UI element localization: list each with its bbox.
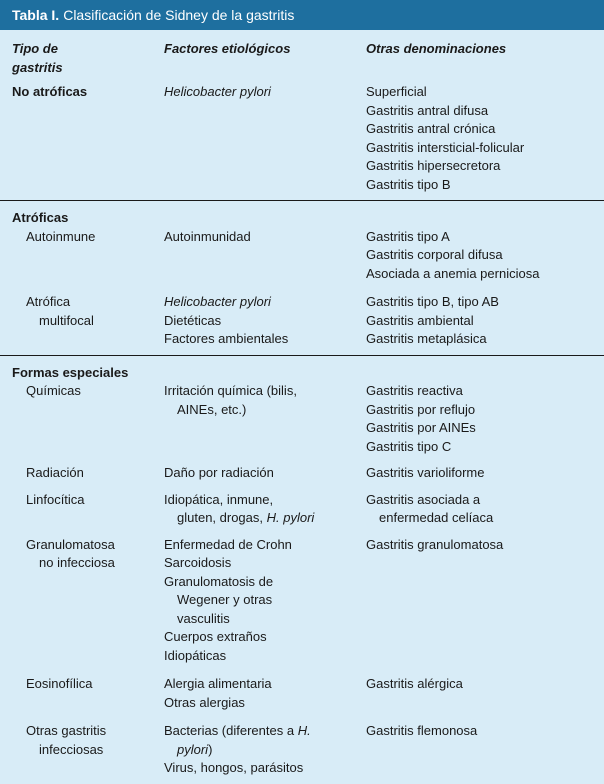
- table-title: Clasificación de Sidney de la gastritis: [63, 7, 295, 23]
- type-cell: Linfocítica: [26, 491, 85, 507]
- factor-cell: Daño por radiación: [164, 465, 274, 480]
- table-number: Tabla I.: [12, 7, 60, 23]
- table-row: [0, 665, 604, 712]
- table-row: [0, 356, 604, 383]
- header-names: Otras denominaciones: [366, 41, 507, 56]
- table-row: [0, 483, 604, 528]
- table-row: [0, 201, 604, 228]
- names-cell: Superficial Gastritis antral difusa Gastritis antral crónica Gastritis intersticial-folicular Gastritis hipersecretora Gastritis tipo B: [366, 84, 525, 192]
- names-cell: Gastritis granulomatosa: [366, 536, 504, 552]
- type-cell: Eosinofílica: [26, 676, 93, 691]
- type-cell: Granulomatosa no infecciosa: [26, 536, 115, 570]
- names-cell: Gastritis tipo B, tipo AB Gastritis ambiental Gastritis metaplásica: [366, 294, 499, 346]
- table-row: [0, 228, 604, 284]
- names-cell: Gastritis reactiva Gastritis por reflujo Gastritis por AINEs Gastritis tipo C: [366, 383, 476, 454]
- table-row: [0, 712, 604, 778]
- category-formas-especiales: Formas especiales: [12, 364, 129, 380]
- type-cell: Otras gastritis infecciosas: [26, 723, 107, 757]
- table-title-bar: [0, 0, 604, 30]
- type-cell: Químicas: [26, 383, 81, 398]
- category-atroficas: Atróficas: [12, 210, 69, 225]
- table-row: [0, 528, 604, 666]
- factor-cell: Bacterias (diferentes a H. pylori) Virus, hongos, parásitos: [164, 723, 311, 775]
- sidney-table: [0, 30, 604, 778]
- names-cell: Gastritis varioliforme: [366, 465, 485, 480]
- category-no-atroficas: No atróficas: [12, 84, 88, 99]
- type-cell: Radiación: [26, 465, 84, 480]
- header-factors: Factores etiológicos: [164, 41, 291, 56]
- header-row: [0, 30, 604, 83]
- names-cell: Gastritis tipo A Gastritis corporal difusa Asociada a anemia perniciosa: [366, 228, 540, 281]
- factor-cell: Enfermedad de Crohn Sarcoidosis Granulomatosis de Wegener y otras vasculitis Cuerpos extraños Idiopáticas: [164, 536, 292, 663]
- factor-cell: Helicobacter pylori Dietéticas Factores ambientales: [164, 294, 289, 346]
- type-cell: Autoinmune: [26, 228, 96, 244]
- names-cell: Gastritis flemonosa: [366, 723, 478, 738]
- factor-cell: Irritación química (bilis, AINEs, etc.): [164, 383, 297, 417]
- table-row: [0, 382, 604, 456]
- names-cell: Gastritis asociada a enfermedad celíaca: [366, 491, 494, 525]
- factor-cell: Alergia alimentaria Otras alergias: [164, 676, 272, 710]
- table-row: [0, 83, 604, 194]
- factor-cell: Helicobacter pylori: [164, 84, 271, 99]
- factor-cell: Idiopática, inmune, gluten, drogas, H. pylori: [164, 491, 315, 525]
- factor-cell: Autoinmunidad: [164, 228, 251, 244]
- table-row: [0, 456, 604, 483]
- type-cell: Atrófica multifocal: [26, 294, 94, 328]
- header-type: Tipo de gastritis: [12, 41, 63, 75]
- names-cell: Gastritis alérgica: [366, 676, 463, 691]
- table-row: [0, 283, 604, 349]
